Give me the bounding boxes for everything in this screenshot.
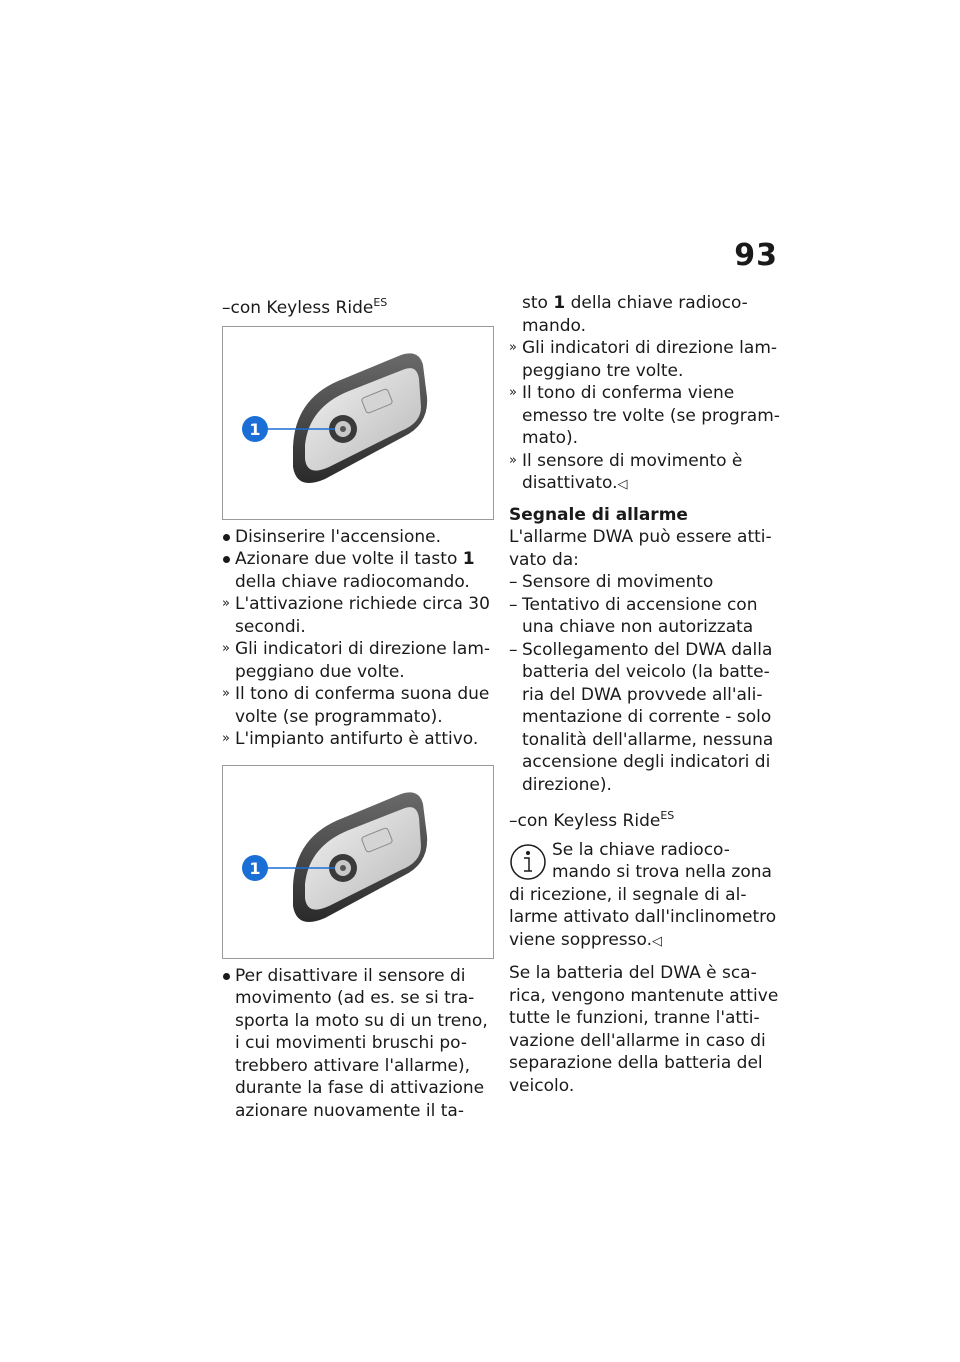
info-note: Se la chiave radioco- mando si trova nella zona di ricezione, il segnale di al- larme attivato dall'inclinometro viene soppresso.◁ — [509, 839, 777, 950]
section-heading: Segnale di allarme — [509, 504, 688, 525]
battery-paragraph: Se la batteria del DWA è sca- rica, vengono mantenute attive tutte le funzioni, tranne l'atti- vazione dell'allarme in caso di separazione della batteria del veicolo. — [509, 963, 779, 1096]
result-arrow-icon: » — [509, 385, 517, 400]
bullet-dot-icon — [223, 556, 230, 563]
result-item: » Il tono di conferma viene emesso tre volte (se program- mato). — [509, 383, 780, 448]
result-item: » Il sensore di movimento è disattivato.◁ — [509, 450, 743, 493]
end-marker-icon: ◁ — [617, 477, 628, 492]
instruction-bullet: Disinserire l'accensione. — [222, 526, 494, 549]
trigger-item: – Tentativo di accensione con una chiave non autorizzata — [509, 594, 758, 637]
result-item: » L'attivazione richiede circa 30 secondi. — [222, 594, 490, 637]
instruction-continuation: sto 1 della chiave radioco- mando. — [522, 293, 748, 336]
bullet-dot-icon — [223, 534, 230, 541]
result-item: » Gli indicatori di direzione lam- peggiano due volte. — [222, 639, 491, 682]
bullet-dot-icon — [223, 973, 230, 980]
result-item: » Gli indicatori di direzione lam- peggiano tre volte. — [509, 338, 778, 381]
key-fob-figure-2 — [222, 765, 494, 959]
info-icon — [509, 843, 547, 881]
keyless-condition: –con Keyless Ride$^{ES}$ — [509, 809, 675, 831]
result-item: » Il tono di conferma suona due volte (se programmato). — [222, 684, 490, 727]
result-arrow-icon: » — [222, 686, 230, 701]
end-marker-icon: ◁ — [652, 933, 663, 949]
right-column: sto 1 della chiave radioco- mando. » Gli indicatori di direzione lam- peggiano tre volte. » Il tono di conferma viene emesso tre volte (se program- mato). » Il sensore di movimento è disattivato.◁ Segnale di allarme L'allarme DWA può essere atti- vato da: – Sensore di movimento – Tentativo di accensione con una chiave non autorizzata – Scollegamento del DWA dalla batteria del veicolo (la batte- ria del DWA provvede all'ali- mentazione di corrente - solo tonalità dell'allarme, nessuna accensione degli indicatori di direzione). –con Keyless Ride$^{ES}$ Se la chiave radioco- mando si trova nella zona di ricezione, il segnale di al- larme attivato dall'inclinometro viene soppresso.◁ Se la batteria del DWA è sca- rica, vengono mantenute attive tutte le funzioni, tranne l'atti- vazione dell'allarme in caso di separazione della batteria del veicolo. — [509, 293, 780, 1096]
instruction-bullet: Azionare due volte il tasto 1 della chiave radiocomando. — [222, 548, 494, 593]
trigger-item: – Scollegamento del DWA dalla batteria del veicolo (la batte- ria del DWA provvede all'ali- mentazione di corrente - solo tonalità dell'allarme, nessuna accensione degli indicatori di direzione). — [509, 639, 774, 795]
instruction-bullet: Per disattivare il sensore di movimento (ad es. se si tra- sporta la moto su di un treno, i cui movimenti bruschi po- trebbero attivare l'allarme), durante la fase di attivazione azionare nuovamente il ta- — [222, 965, 494, 1123]
result-arrow-icon: » — [222, 641, 230, 656]
result-item: » L'impianto antifurto è attivo. — [222, 729, 479, 749]
callout-1: 1 — [249, 419, 261, 439]
result-arrow-icon: » — [222, 731, 230, 746]
key-fob-image — [223, 327, 493, 519]
result-arrow-icon: » — [222, 596, 230, 611]
key-fob-figure-1 — [222, 326, 494, 520]
result-arrow-icon: » — [509, 452, 517, 468]
callout-1: 1 — [249, 858, 261, 878]
trigger-item: – Sensore di movimento — [509, 572, 714, 592]
key-fob-image — [223, 766, 493, 958]
page-number: 93 — [734, 238, 778, 273]
keyless-condition: –con Keyless Ride$^{ES}$ — [222, 296, 388, 318]
result-arrow-icon: » — [509, 340, 517, 355]
left-column — [222, 292, 494, 1122]
